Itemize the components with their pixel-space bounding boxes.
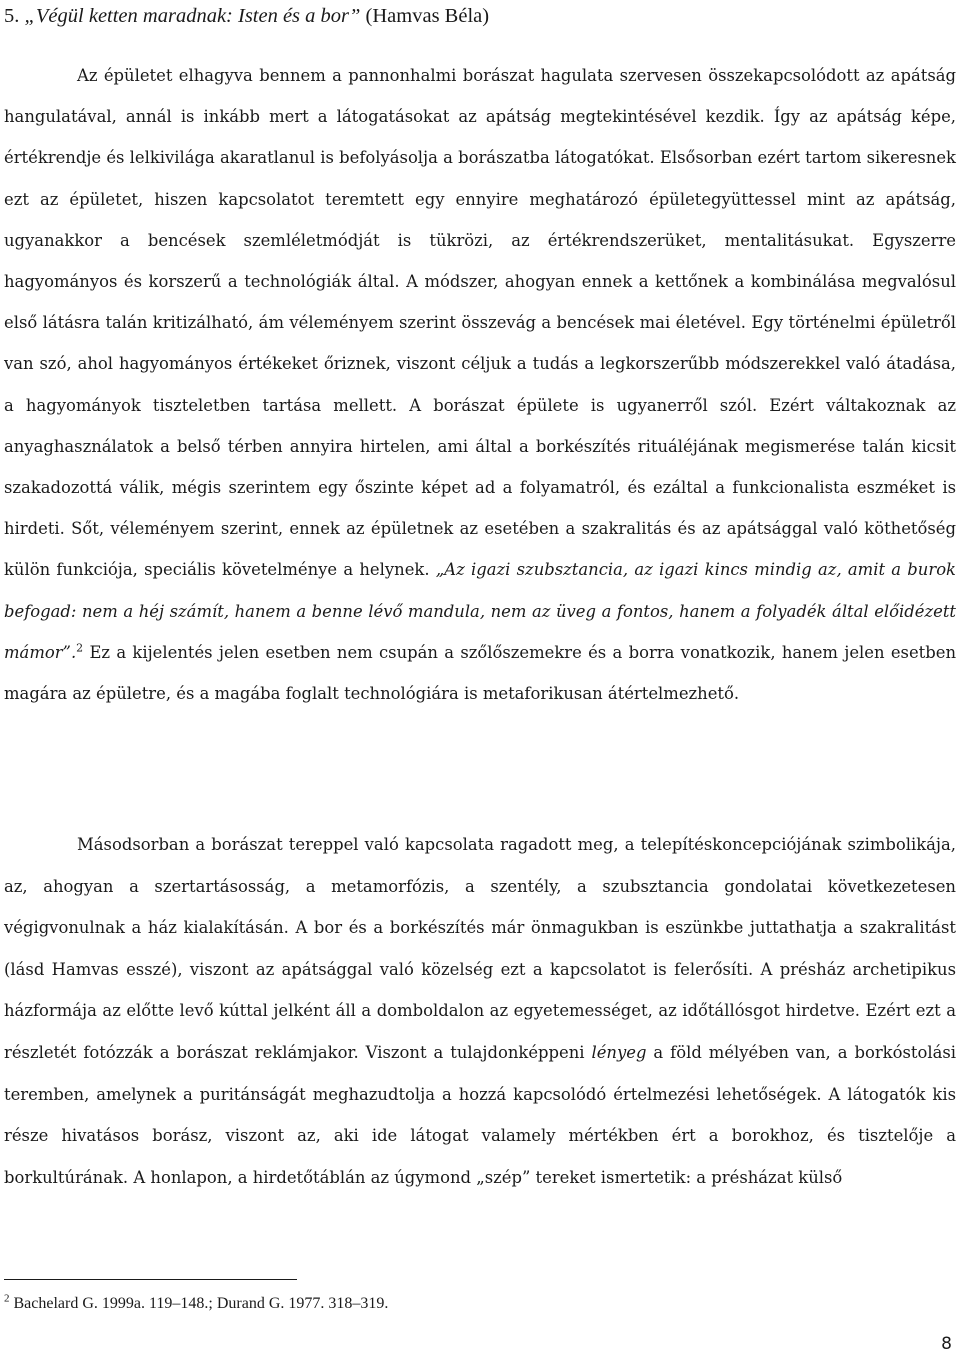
footnote-mark: 2	[4, 1292, 10, 1305]
footnote-text: Bachelard G. 1999a. 119–148.; Durand G. 1977. 318–319.	[9, 1295, 389, 1312]
footnote-separator	[4, 1279, 297, 1280]
footnote	[4, 1294, 904, 1314]
body-paragraph-1	[4, 55, 956, 714]
section-title: „Végül ketten maradnak: Isten és a bor”	[24, 5, 361, 27]
page-number: 8	[941, 1334, 952, 1354]
footnote-reference: 2	[76, 641, 84, 655]
paragraph-2-text-b: a föld mélyében van, a borkóstolási teremben, amelynek a puritánságát meghazudtolja a hozzá kapcsolódó értelmezési lehetőségek. A látogatók kis része hivatásos borász, viszont az, aki ide látogat valamely mértékben ért a borokhoz, és tisztelője a borkultúrának. A honlapon, a hirdetőtáblán az úgymond „szép” tereket ismertetik: a présházat külső	[4, 1042, 956, 1187]
bachelard-quote: „Az igazi szubsztancia, az igazi kincs mindig az, amit a burok befogad: nem a héj számít, hanem a benne lévő mandula, nem az üveg a fontos, hanem a folyadék által előidézett mámor”.	[4, 560, 956, 662]
body-paragraph-2	[4, 824, 956, 1198]
paragraph-1-text-b: Ez a kijelentés jelen esetben nem csupán a szőlőszemekre és a borra vonatkozik, hanem jelen esetben magára az épületre, és a magába foglalt technológiára is metaforikusan átértelmezhető.	[4, 642, 956, 704]
paragraph-2-text-a: Másodsorban a borászat tereppel való kapcsolata ragadott meg, a telepítéskoncepciójának szimbolikája, az, ahogyan a szertartásosság, a metamorfózis, a szentély, a szubsztancia gondolatai következetesen végigvonulnak a ház kialakításán. A bor és a borkészítés már önmagukban is eszünkbe juttathatja a szakralitást (lásd Hamvas esszé), viszont az apátsággal való közelség ezt a kapcsolatot is felerősíti. A présház archetipikus házformája az előtte levő kúttal jelként áll a domboldalon az egyetemességet, az időtállósgot hirdetve. Ezért ezt a részletét fotózzák a borászat reklámjakor. Viszont a tulajdonképpeni	[4, 835, 956, 1062]
section-author: (Hamvas Béla)	[365, 5, 490, 27]
emphasis-word: lényeg	[591, 1042, 647, 1062]
paragraph-1-text-a: Az épületet elhagyva bennem a pannonhalmi borászat hagulata szervesen összekapcsolódott az apátság hangulatával, annál is inkább mert a látogatásokat az apátság megtekintésével kezdik. Így az apátság képe, értékrendje és lelkivilága akaratlanul is befolyásolja a borászatba látogatókat. Elsősorban ezért tartom sikeresnek ezt az épületet, hiszen kapcsolatot teremtett egy ennyire meghatározó épületegyüttessel mint az apátság, ugyanakkor a bencések szemléletmódját is tükrözi, az értékrendszerüket, mentalitásukat. Egyszerre hagyományos és korszerű a technológiák által. A módszer, ahogyan ennek a kettőnek a kombinálása megvalósul első látásra talán kritizálható, ám véleményem szerint összevág a bencések mai életével. Egy történelmi épületről van szó, ahol hagyományos értékeket őriznek, viszont céljuk a tudás a legkorszerűbb módszerekkel való átadása, a hagyományok tiszteletben tartása mellett. A borászat épülete is ugyanerről szól. Ezért váltakoznak az anyaghasználatok a belső térben annyira hirtelen, ami által a borkészítés rituáléjának megismerése talán kicsit szakadozottá válik, mégis szerintem egy őszinte képet ad a folyamatról, és ezáltal a funkcionalista eszméket is hirdeti. Sőt, véleményem szerint, ennek az épületnek az esetében a szakralitás és az apátsággal való köthetőség külön funkciója, speciális követelménye a helynek.	[4, 66, 956, 580]
section-number: 5.	[4, 5, 20, 27]
section-heading	[4, 2, 954, 30]
